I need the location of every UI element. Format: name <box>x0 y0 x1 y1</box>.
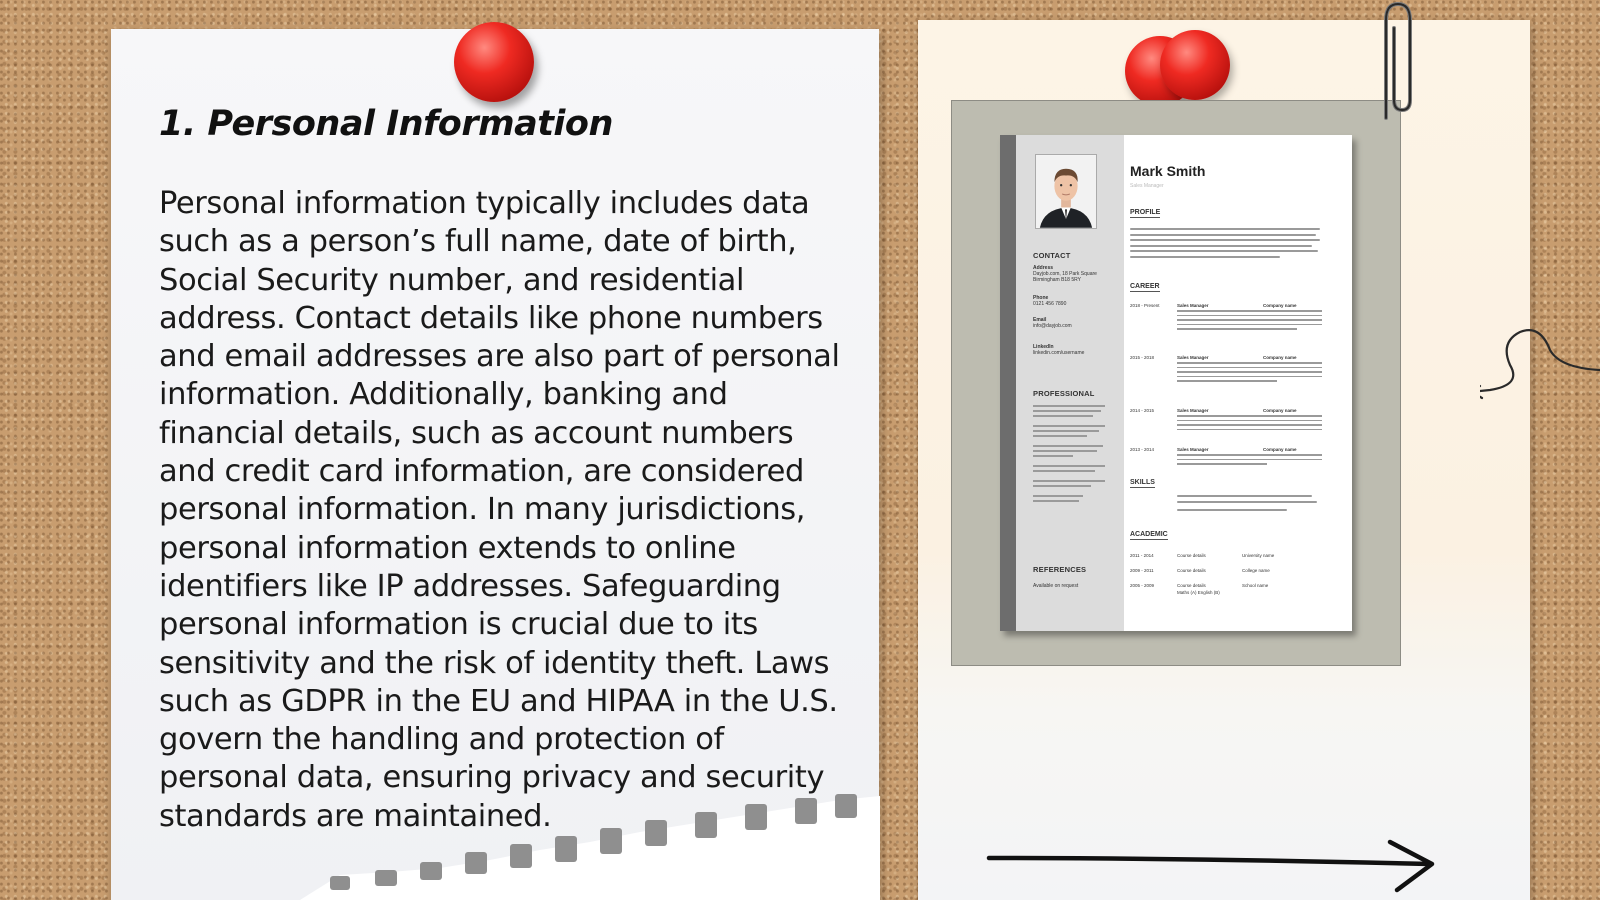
section-body-text: Personal information typically includes data such as a person’s full name, date of birth, Social Security number, and residential address. Contact details like phone numbers and email addresses are also part of personal information. Additionally, banking and financial details, such as account numbers and credit card information, are considered personal information. In many jurisdictions, personal information extends to online identifiers like IP addresses. Safeguarding personal information is crucial due to its sensitivity and the risk of identity theft. Laws such as GDPR in the EU and HIPAA in the U.S. govern the handling and protection of personal data, ensuring privacy and security standards are maintained. <box>159 186 840 834</box>
resume-linkedin: LinkedIn linkedin.com/username <box>1033 344 1085 356</box>
resume-professional-heading: PROFESSIONAL <box>1033 389 1095 398</box>
resume-email: Email info@dayjob.com <box>1033 317 1072 329</box>
resume-contact-heading: CONTACT <box>1033 251 1071 260</box>
resume-references-value: Available on request <box>1033 583 1079 589</box>
push-pin-icon <box>1160 30 1230 100</box>
resume-phone: Phone 0121 456 7890 <box>1033 295 1067 307</box>
resume-subtitle: Sales Manager <box>1130 183 1164 189</box>
resume-document: CONTACT Address Dayjob.com, 18 Park Square Birmingham B18 5RY Phone 0121 456 7890 Email info@dayjob.com LinkedIn linkedin.com/username PROFESSIONAL REFERENCES Available on request Mark Smith Sales Manager PROFILE CAREER 2018 - Present Sales Manager Company name 2015 - 2018 Sales Manager Company name 2014 - 2015 Sales Manager Company name 2013 - 2014 Sales Manager Company name SKILLS ACADEMIC 2011 - 2014 Course details University name 2009 - 2011 Course details College name 2005 - 2009 Course details School name Maths (A) English (B) <box>1000 135 1352 631</box>
resume-references-heading: REFERENCES <box>1033 565 1087 574</box>
resume-accent-strip <box>1000 135 1016 631</box>
loop-arrow-doodle-icon <box>1480 310 1600 410</box>
resume-professional-lines <box>1033 405 1113 505</box>
resume-profile-lines <box>1130 228 1320 261</box>
resume-profile-heading: PROFILE <box>1130 209 1161 216</box>
resume-photo-frame <box>951 100 1401 666</box>
push-pin-icon <box>454 22 534 102</box>
paper-clip-icon <box>1372 0 1422 125</box>
arrow-right-icon <box>985 838 1445 898</box>
resume-academic-heading: ACADEMIC <box>1130 531 1168 538</box>
section-title: 1. Personal Information <box>159 104 613 144</box>
resume-name: Mark Smith <box>1130 163 1206 179</box>
resume-skills-heading: SKILLS <box>1130 479 1155 486</box>
resume-address: Address Dayjob.com, 18 Park Square Birmingham B18 5RY <box>1033 265 1097 283</box>
resume-career-heading: CAREER <box>1130 283 1160 290</box>
resume-skills-lines <box>1177 495 1317 514</box>
resume-portrait <box>1035 154 1097 229</box>
